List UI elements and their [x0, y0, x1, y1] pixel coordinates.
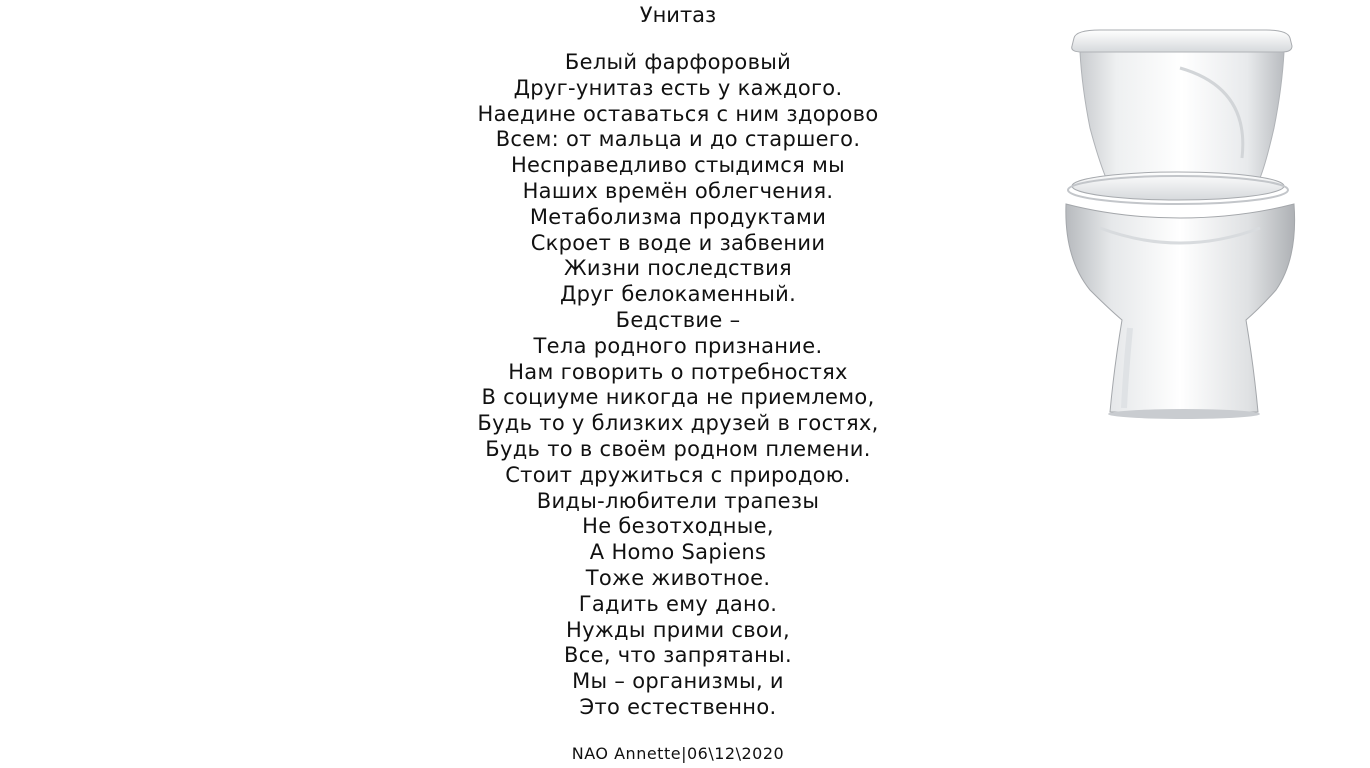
- poem-line: Белый фарфоровый: [564, 50, 792, 74]
- poem-line: Наших времён облегчения.: [522, 178, 834, 203]
- poem-line: Тоже животное.: [585, 565, 771, 590]
- poem-line: Несправедливо стыдимся мы: [510, 153, 846, 178]
- poem-lines: [378, 50, 978, 721]
- poem-line: Стоит дружиться с природою.: [505, 462, 851, 487]
- poem-line: Жизни последствия: [563, 256, 792, 281]
- poem-line: Будь то в своём родном племени.: [485, 436, 871, 461]
- poem-line: Мы – организмы, и: [572, 669, 784, 694]
- poem-line: Все, что запрятаны.: [564, 643, 792, 668]
- poem-line: Метаболизма продуктами: [529, 204, 827, 229]
- poem-line: Не безотходные,: [582, 514, 774, 539]
- poem-line: Скроет в воде и забвении: [530, 230, 826, 255]
- poem-line: Нужды прими свои,: [566, 617, 790, 642]
- poem-line: Это естественно.: [579, 694, 777, 719]
- poem-line: Гадить ему дано.: [578, 591, 778, 616]
- poem-line: А Homo Sapiens: [589, 540, 767, 565]
- toilet-icon: [1060, 28, 1306, 420]
- poem-line: Нам говорить о потребностях: [508, 359, 848, 384]
- signature: NAO Annette|06\12\2020: [571, 744, 785, 763]
- poem-line: Будь то у близких друзей в гостях,: [477, 411, 879, 436]
- poem-line: Друг-унитаз есть у каждого.: [513, 75, 843, 100]
- poem-line: В социуме никогда не приемлемо,: [481, 385, 875, 410]
- poem-line: Друг белокаменный.: [559, 282, 797, 307]
- poem-line: Бедствие –: [615, 307, 741, 332]
- poem-title: Унитаз: [639, 3, 717, 27]
- poem-line: Наедине оставаться с ним здорово: [477, 101, 879, 126]
- toilet-illustration: [1060, 28, 1306, 420]
- poem-line: Виды-любители трапезы: [536, 488, 820, 513]
- poem-line: Всем: от мальца и до старшего.: [495, 127, 861, 152]
- poem-line: Тела родного признание.: [533, 333, 823, 358]
